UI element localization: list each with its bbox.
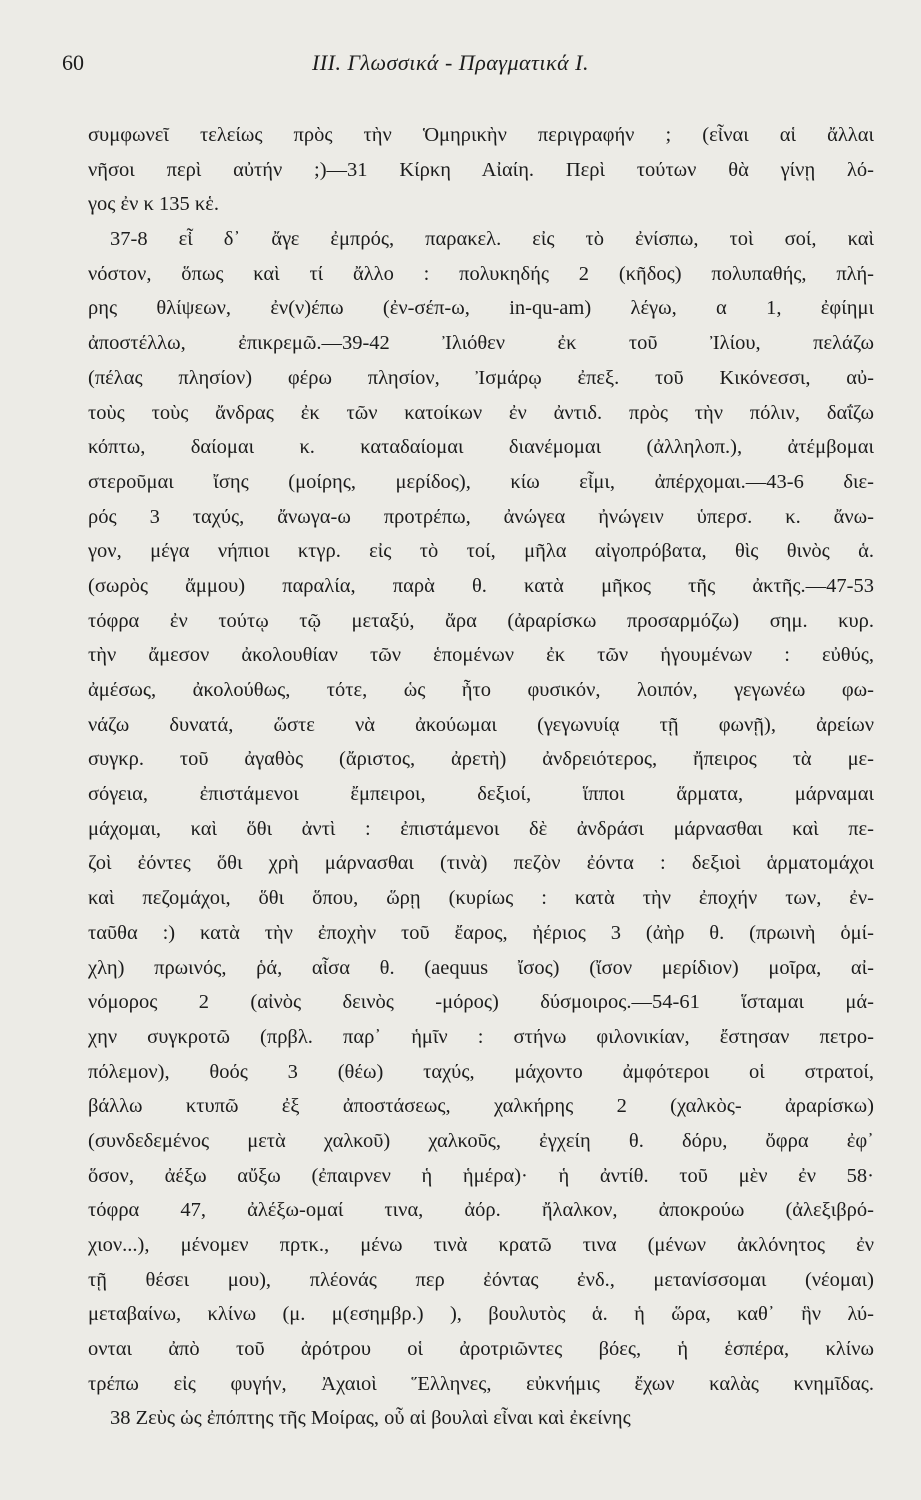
text-line: κόπτω, δαίομαι κ. καταδαίομαι διανέμομαι (ἀλληλοπ.), ἀτέμβομαι xyxy=(88,436,874,459)
text-line: τὴν ἄμεσον ἀκολουθίαν τῶν ἑπομένων ἐκ τῶν ἡγουμένων : εὐθύς, xyxy=(88,644,874,667)
text-line: τρέπω εἰς φυγήν, Ἀχαιοὶ Ἕλληνες, εὐκνήμις ἔχων καλὰς κνημῖδας. xyxy=(88,1372,874,1395)
text-line: ρός 3 ταχύς, ἄνωγα-ω προτρέπω, ἀνώγεα ἠνώγειν ὑπερσ. κ. ἄνω- xyxy=(88,505,874,528)
commentary-text xyxy=(88,118,874,1436)
text-line: ἀμέσως, ἀκολούθως, τότε, ὡς ἦτο φυσικόν, λοιπόν, γεγωνέω φω- xyxy=(88,679,874,701)
text-line: νόστον, ὅπως καὶ τί ἄλλο : πολυκηδής 2 (κῆδος) πολυπαθής, πλή- xyxy=(88,262,874,285)
text-line: τόφρα 47, ἀλέξω-ομαί τινα, ἀόρ. ἤλαλκον, ἀποκρούω (ἀλεξιβρό- xyxy=(88,1199,874,1222)
text-line: ρης θλίψεων, ἐν(ν)έπω (ἐν-σέπ-ω, in-qu-am) λέγω, α 1, ἐφίημι xyxy=(88,297,874,320)
text-line: (συνδεδεμένος μετὰ χαλκοῦ) χαλκοῦς, ἐγχείη θ. δόρυ, ὄφρα ἐφ᾽ xyxy=(88,1129,874,1152)
text-line: τοὺς τοὺς ἄνδρας ἐκ τῶν κατοίκων ἐν ἀντιδ. πρὸς τὴν πόλιν, δαΐζω xyxy=(88,401,874,424)
text-line: γον, μέγα νήπιοι κτγρ. εἰς τὸ τοί, μῆλα αἰγοπρόβατα, θὶς θινὸς ἁ. xyxy=(88,540,874,563)
text-line: (σωρὸς ἄμμου) παραλία, παρὰ θ. κατὰ μῆκος τῆς ἀκτῆς.—47-53 xyxy=(88,574,874,597)
text-line: ὅσον, ἀέξω αὔξω (ἐπαιρνεν ἡ ἡμέρα)· ἡ ἀντίθ. τοῦ μὲν ἐν 58· xyxy=(88,1164,874,1187)
text-line: νόμορος 2 (αἰνὸς δεινὸς -μόρος) δύσμοιρος.—54-61 ἵσταμαι μά- xyxy=(88,991,874,1014)
text-line: χλη) πρωινός, ῥά, αἶσα θ. (aequus ἴσος) (ἴσον μερίδιον) μοῖρα, αἰ- xyxy=(88,956,874,979)
text-line: τῇ θέσει μου), πλέονάς περ ἐόντας ἐνδ., μετανίσσομαι (νέομαι) xyxy=(88,1268,874,1291)
page-header xyxy=(62,50,882,90)
text-line: καὶ πεζομάχοι, ὅθι ὅπου, ὥρῃ (κυρίως : κατὰ τὴν ἐποχήν των, ἐν- xyxy=(88,887,874,910)
text-line: συγκρ. τοῦ ἀγαθὸς (ἄριστος, ἀρετὴ) ἀνδρειότερος, ἤπειρος τὰ με- xyxy=(88,748,874,771)
text-line: ταῦθα :) κατὰ τὴν ἐποχὴν τοῦ ἔαρος, ἠέριος 3 (ἀὴρ θ. (πρωινὴ ὁμί- xyxy=(88,921,874,944)
text-line: χην συγκροτῶ (πρβλ. παρ᾽ ἡμῖν : στήνω φιλονικίαν, ἔστησαν πετρο- xyxy=(88,1025,874,1048)
text-line: γος ἐν κ 135 κἑ. xyxy=(88,193,219,216)
running-title: III. Γλωσσικά - Πραγματικά I. xyxy=(312,50,589,75)
text-line: ονται ἀπὸ τοῦ ἀρότρου οἱ ἀροτριῶντες βόες, ἡ ἑσπέρα, κλίνω xyxy=(88,1338,874,1361)
text-line: 38 Ζεὺς ὡς ἐπόπτης τῆς Μοίρας, οὗ αἱ βουλαὶ εἶναι καὶ ἐκείνης xyxy=(110,1407,631,1430)
text-line: ἀποστέλλω, ἐπικρεμῶ.—39-42 Ἰλιόθεν ἐκ τοῦ Ἰλίου, πελάζω xyxy=(88,332,874,355)
text-line: νῆσοι περὶ αὐτήν ;)—31 Κίρκη Αἰαίη. Περὶ τούτων θὰ γίνῃ λό- xyxy=(88,158,874,181)
text-line: (πέλας πλησίον) φέρω πλησίον, Ἰσμάρῳ ἐπεξ. τοῦ Κικόνεσσι, αὐ- xyxy=(88,366,874,389)
text-line: σόγεια, ἐπιστάμενοι ἔμπειροι, δεξιοί, ἵπποι ἅρματα, μάρναμαι xyxy=(88,783,874,806)
text-line: ζοὶ ἐόντες ὅθι χρὴ μάρνασθαι (τινὰ) πεζὸν ἐόντα : δεξιοὶ ἁρματομάχοι xyxy=(88,852,874,875)
text-line: τόφρα ἐν τούτῳ τῷ μεταξύ, ἄρα (ἀραρίσκω προσαρμόζω) σημ. κυρ. xyxy=(88,609,874,632)
text-line: βάλλω κτυπῶ ἐξ ἀποστάσεως, χαλκήρης 2 (χαλκὸς- ἀραρίσκω) xyxy=(88,1095,874,1118)
text-line: μεταβαίνω, κλίνω (μ. μ(εσημβρ.) ), βουλυτὸς ἁ. ἡ ὥρα, καθ᾽ ἣν λύ- xyxy=(88,1303,874,1326)
text-line: 37-8 εἶ δ᾽ ἄγε ἐμπρός, παρακελ. εἰς τὸ ἐνίσπω, τοὶ σοί, καὶ xyxy=(110,228,874,251)
text-line: μάχομαι, καὶ ὅθι ἀντὶ : ἐπιστάμενοι δὲ ἀνδράσι μάρνασθαι καὶ πε- xyxy=(88,817,874,840)
page-number: 60 xyxy=(62,50,84,75)
text-line: νάζω δυνατά, ὥστε νὰ ἀκούωμαι (γεγωνυίᾳ τῇ φωνῇ), ἀρείων xyxy=(88,713,874,736)
text-line: στεροῦμαι ἴσης (μοίρης, μερίδος), κίω εἶμι, ἀπέρχομαι.—43-6 διε- xyxy=(88,470,874,493)
text-line: χιον...), μένομεν πρτκ., μένω τινὰ κρατῶ τινα (μένων ἀκλόνητος ἐν xyxy=(88,1234,874,1256)
text-line: πόλεμον), θοός 3 (θέω) ταχύς, μάχοντο ἀμφότεροι οἱ στρατοί, xyxy=(88,1060,874,1083)
text-line: συμφωνεῖ τελείως πρὸς τὴν Ὁμηρικὴν περιγραφήν ; (εἶναι αἱ ἄλλαι xyxy=(88,124,874,146)
